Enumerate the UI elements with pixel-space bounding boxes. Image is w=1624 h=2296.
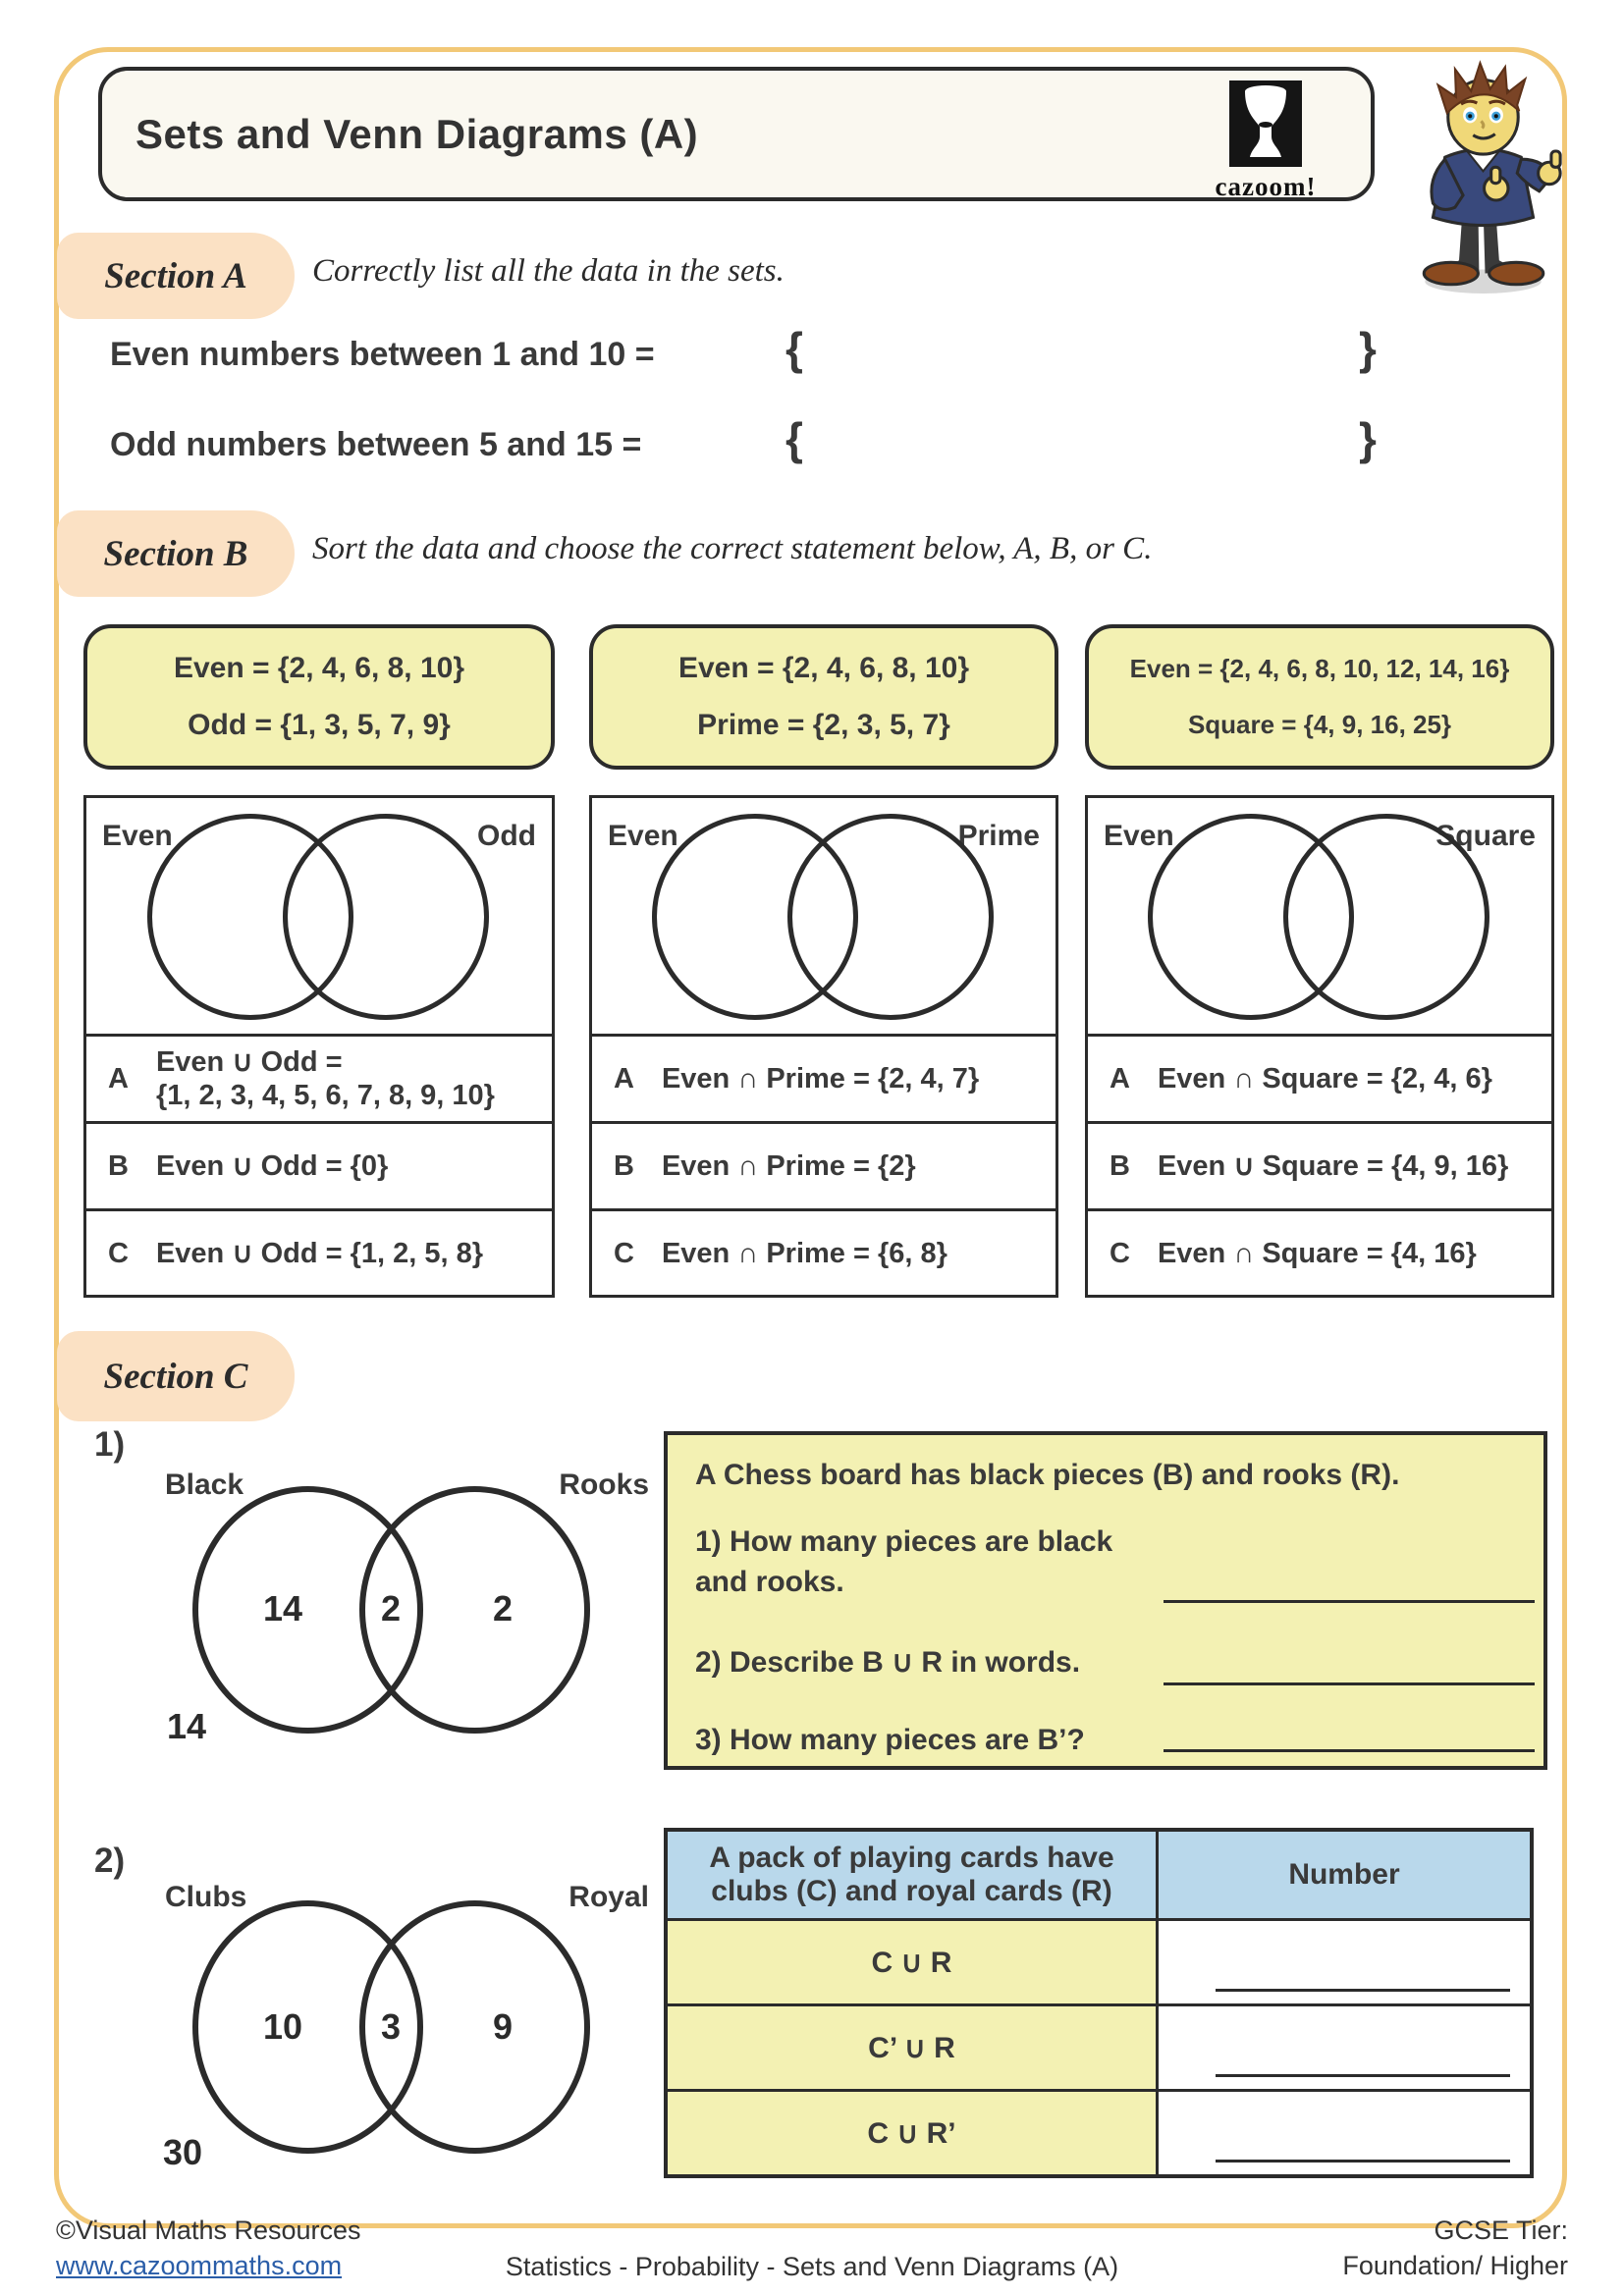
option-key: B <box>1110 1149 1130 1182</box>
set-box-1 <box>83 624 555 770</box>
venn-intersection-value: 3 <box>380 2006 402 2047</box>
option-key: A <box>614 1062 634 1095</box>
option-key: C <box>108 1237 129 1269</box>
venn-problem-1 <box>83 795 555 1298</box>
option-text: Even ∪ Odd = <box>155 1045 343 1078</box>
option-text: Even ∩ Prime = {6, 8} <box>661 1237 947 1269</box>
venn-right-label: Prime <box>957 820 1040 852</box>
venn-right-label: Square <box>1435 820 1536 852</box>
table-row-answer-cell <box>1159 2092 1530 2174</box>
venn-right-value: 2 <box>492 1588 514 1629</box>
option-key: C <box>1110 1237 1130 1269</box>
copyright-text: ©Visual Maths Resources <box>56 2216 361 2245</box>
option-text: Even ∩ Square = {2, 4, 6} <box>1157 1062 1492 1095</box>
option-key: B <box>614 1149 634 1182</box>
set-line: Odd = {1, 3, 5, 7, 9} <box>188 709 451 741</box>
gcse-tier-value: Foundation/ Higher <box>1342 2251 1568 2280</box>
venn-right-circle <box>1283 814 1489 1020</box>
venn-right-circle <box>283 814 489 1020</box>
venn-diagram <box>592 798 1056 1034</box>
section-a-label: Section A <box>57 233 295 319</box>
footer-right <box>1342 2213 1568 2283</box>
set-line: Even = {2, 4, 6, 8, 10, 12, 14, 16} <box>1129 654 1510 683</box>
option-key: B <box>108 1149 129 1182</box>
option-row-a <box>1088 1034 1551 1121</box>
title-box <box>98 67 1375 201</box>
q1-intro: A Chess board has black pieces (B) and rooks (R). <box>695 1459 1400 1491</box>
section-b-instruction: Sort the data and choose the correct statement below, A, B, or C. <box>312 531 1153 566</box>
option-row-c <box>1088 1208 1551 1296</box>
option-row-b <box>86 1121 552 1208</box>
table-header-left: A pack of playing cards have clubs (C) and royal cards (R) <box>668 1832 1159 1918</box>
answer-line <box>1216 2160 1510 2163</box>
venn-left-value: 14 <box>262 1588 303 1629</box>
answer-line <box>1216 2074 1510 2077</box>
set-line: Even = {2, 4, 6, 8, 10} <box>677 652 970 684</box>
section-b-label: Section B <box>57 510 295 597</box>
answer-line <box>1164 1600 1535 1603</box>
option-text-line2: {1, 2, 3, 4, 5, 6, 7, 8, 9, 10} <box>155 1080 495 1111</box>
option-text: Even ∪ Odd = {0} <box>155 1149 389 1182</box>
venn-right-label: Odd <box>477 820 536 852</box>
goblet-icon <box>1229 80 1302 167</box>
option-row-b <box>1088 1121 1551 1208</box>
answer-line <box>1216 1989 1510 1992</box>
table-row-label: C’ ∪ R <box>668 2006 1159 2089</box>
table-row-answer-cell <box>1159 1921 1530 2003</box>
q1-sub2: 2) Describe B ∪ R in words. <box>695 1646 1081 1679</box>
mascot-boy-illustration <box>1382 55 1584 295</box>
venn-left-value: 10 <box>262 2006 303 2047</box>
cazoommaths-link[interactable]: www.cazoommaths.com <box>56 2251 343 2280</box>
option-text: Even ∩ Prime = {2, 4, 7} <box>661 1062 980 1095</box>
problem-a1-text: Even numbers between 1 and 10 = <box>110 336 655 373</box>
problem-a2-text: Odd numbers between 5 and 15 = <box>110 426 642 463</box>
table-row <box>668 1918 1530 2003</box>
table-header-number: Number <box>1159 1832 1530 1918</box>
option-row-b <box>592 1121 1056 1208</box>
venn-left-label: Clubs <box>165 1881 247 1913</box>
option-row-a <box>592 1034 1056 1121</box>
set-line: Square = {4, 9, 16, 25} <box>1187 710 1452 739</box>
table-row <box>668 2003 1530 2089</box>
option-text: Even ∪ Odd = {1, 2, 5, 8} <box>155 1237 484 1269</box>
cazoom-logo <box>1212 80 1320 202</box>
table-row-label: C ∪ R’ <box>668 2092 1159 2174</box>
table-row-label: C ∪ R <box>668 1921 1159 2003</box>
venn-left-label: Even <box>102 820 173 852</box>
section-c-label: Section C <box>57 1331 295 1421</box>
venn-left-label: Black <box>165 1468 244 1501</box>
set-line: Prime = {2, 3, 5, 7} <box>697 709 950 741</box>
q1-sub3: 3) How many pieces are B’? <box>695 1724 1085 1756</box>
table-row <box>668 2089 1530 2174</box>
table-row-answer-cell <box>1159 2006 1530 2089</box>
gcse-tier-label: GCSE Tier: <box>1434 2216 1568 2245</box>
problem-a1-close-brace: } <box>1359 323 1377 374</box>
venn-outside-value: 14 <box>167 1706 207 1746</box>
option-row-c <box>86 1208 552 1296</box>
option-text: Even ∩ Prime = {2} <box>661 1149 916 1182</box>
question-2-table <box>664 1828 1534 2178</box>
venn-outside-value: 30 <box>163 2132 203 2172</box>
page-title: Sets and Venn Diagrams (A) <box>135 110 699 157</box>
section-a-instruction: Correctly list all the data in the sets. <box>312 253 785 289</box>
venn-right-label: Royal <box>568 1881 649 1913</box>
question-2-number: 2) <box>94 1842 126 1880</box>
set-box-3 <box>1085 624 1554 770</box>
set-box-2 <box>589 624 1058 770</box>
venn-left-label: Even <box>608 820 678 852</box>
problem-a2-close-brace: } <box>1359 413 1377 464</box>
option-key: A <box>108 1062 129 1095</box>
footer-center: Statistics - Probability - Sets and Venn Diagrams (A) <box>505 2252 1119 2281</box>
venn-diagram <box>86 798 552 1034</box>
problem-a1-open-brace: { <box>785 323 803 374</box>
question-1-number: 1) <box>94 1425 126 1464</box>
venn-right-value: 9 <box>492 2006 514 2047</box>
problem-a2-open-brace: { <box>785 413 803 464</box>
venn-diagram-q1 <box>137 1459 653 1763</box>
answer-line <box>1164 1749 1535 1752</box>
option-key: C <box>614 1237 634 1269</box>
answer-line <box>1164 1682 1535 1685</box>
q1-sub1-line2: and rooks. <box>695 1566 844 1598</box>
option-row-a <box>86 1034 552 1121</box>
venn-diagram-q2 <box>137 1865 653 2194</box>
option-key: A <box>1110 1062 1130 1095</box>
option-row-c <box>592 1208 1056 1296</box>
option-text: Even ∩ Square = {4, 16} <box>1157 1237 1477 1269</box>
venn-diagram <box>1088 798 1551 1034</box>
venn-problem-2 <box>589 795 1058 1298</box>
set-line: Even = {2, 4, 6, 8, 10} <box>173 652 465 684</box>
venn-left-label: Even <box>1104 820 1174 852</box>
logo-wordmark: cazoom! <box>1215 172 1317 201</box>
option-text: Even ∪ Square = {4, 9, 16} <box>1157 1149 1509 1182</box>
venn-right-label: Rooks <box>559 1468 649 1501</box>
venn-intersection-value: 2 <box>380 1588 402 1629</box>
table-header-row <box>668 1832 1530 1918</box>
question-1-box <box>664 1431 1547 1770</box>
venn-right-circle <box>787 814 994 1020</box>
venn-problem-3 <box>1085 795 1554 1298</box>
q1-sub1-line1: 1) How many pieces are black <box>695 1525 1113 1558</box>
